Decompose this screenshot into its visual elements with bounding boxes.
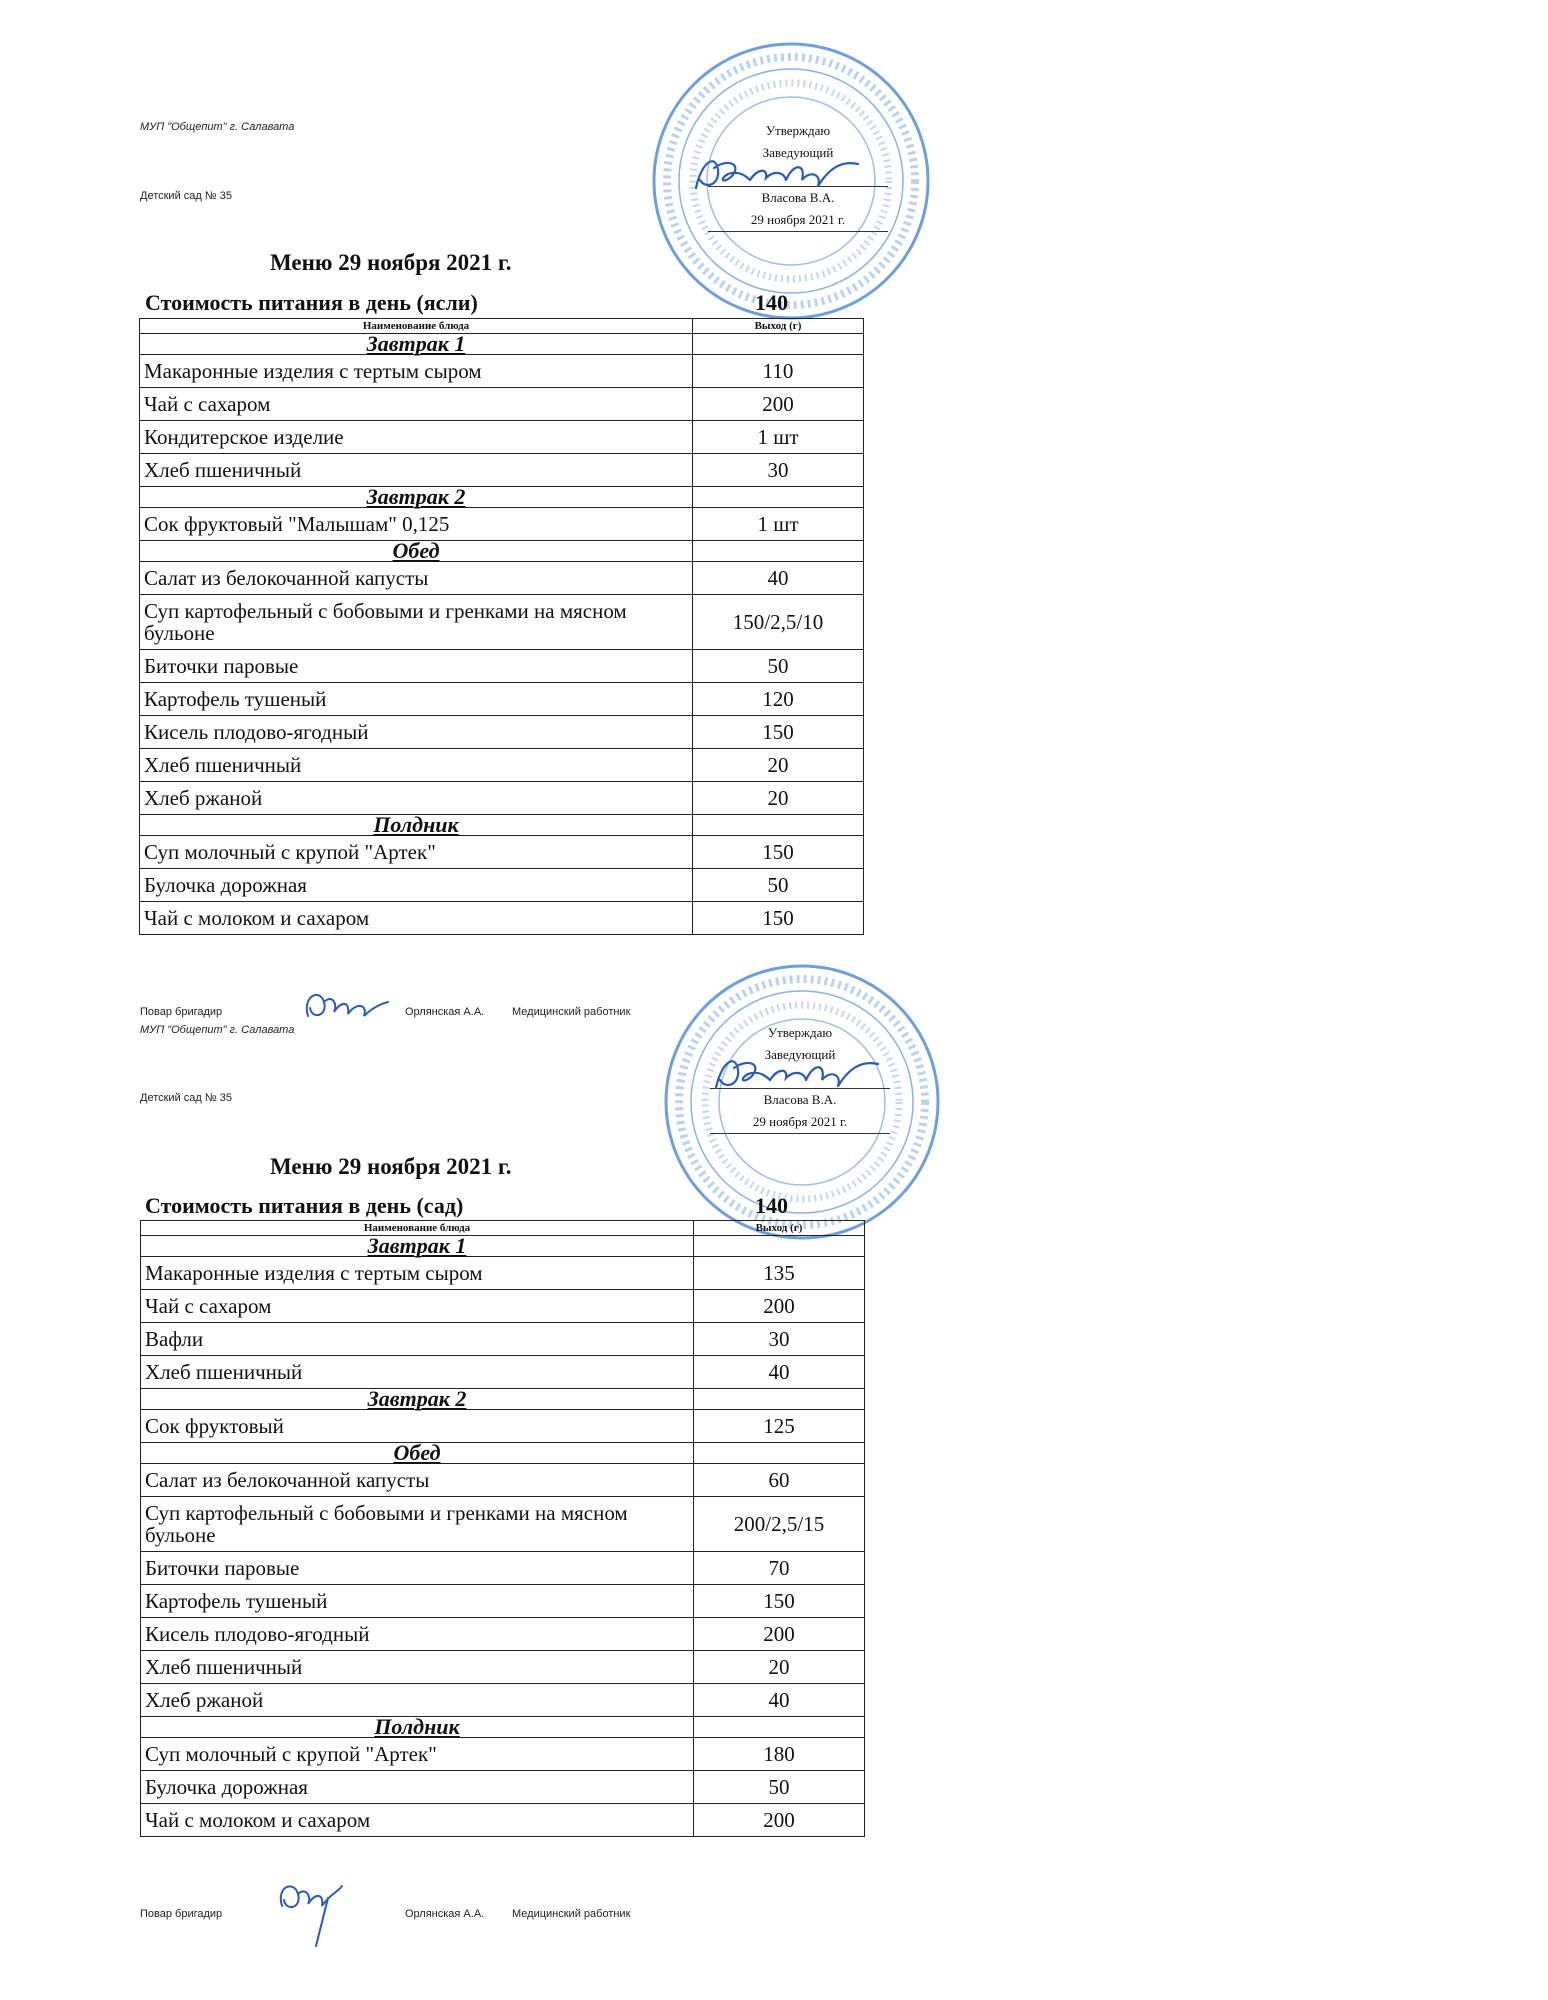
dish-yield: 200 [694, 1804, 865, 1837]
dish-yield: 50 [693, 869, 864, 902]
dish-yield: 135 [694, 1257, 865, 1290]
section-title: Полдник [141, 1717, 694, 1738]
dish-yield: 150 [694, 1585, 865, 1618]
dish-yield: 40 [694, 1684, 865, 1717]
section-title: Завтрак 2 [141, 1389, 694, 1410]
dish-yield: 40 [693, 562, 864, 595]
table-row [141, 1356, 865, 1389]
table-row [141, 1410, 865, 1443]
table-row [140, 388, 864, 421]
section-title: Завтрак 1 [141, 1236, 694, 1257]
cook-name: Орлянская А.А. [405, 1908, 485, 1920]
dish-yield: 120 [693, 683, 864, 716]
org-name: МУП "Общепит" г. Салавата [140, 1024, 295, 1036]
approve-date: 29 ноября 2021 г. [710, 1111, 890, 1134]
dish-yield: 30 [694, 1323, 865, 1356]
cost-value: 140 [755, 290, 788, 315]
dish-name: Картофель тушеный [141, 1585, 694, 1618]
table-row [141, 1651, 865, 1684]
cook-title: Повар бригадир [140, 1908, 223, 1920]
table-row [140, 562, 864, 595]
table-row [140, 716, 864, 749]
table-row [140, 595, 864, 650]
table-row [140, 869, 864, 902]
dish-yield: 150/2,5/10 [693, 595, 864, 650]
dish-name: Салат из белокочанной капусты [140, 562, 693, 595]
section-row [140, 541, 864, 562]
dish-name: Хлеб пшеничный [140, 454, 693, 487]
dish-name: Кондитерское изделие [140, 421, 693, 454]
medic-title: Медицинский работник [512, 1006, 631, 1018]
dish-yield: 40 [694, 1356, 865, 1389]
dish-yield: 110 [693, 355, 864, 388]
table-row [141, 1585, 865, 1618]
dish-name: Чай с молоком и сахаром [141, 1804, 694, 1837]
dish-yield: 1 шт [693, 508, 864, 541]
table-row [141, 1257, 865, 1290]
dish-name: Чай с сахаром [141, 1290, 694, 1323]
section-row [141, 1443, 865, 1464]
dish-yield: 60 [694, 1464, 865, 1497]
table-row [141, 1771, 865, 1804]
table-row [141, 1684, 865, 1717]
dish-yield: 200 [693, 388, 864, 421]
approve-name: Власова В.А. [763, 1092, 837, 1107]
menu-title: Меню 29 ноября 2021 г. [270, 250, 512, 275]
dish-name: Вафли [141, 1323, 694, 1356]
cost-value: 140 [755, 1193, 788, 1218]
approve-position: Заведующий [764, 1047, 836, 1062]
table-row [141, 1323, 865, 1356]
table-row [140, 683, 864, 716]
table-row [141, 1552, 865, 1585]
dish-name: Кисель плодово-ягодный [140, 716, 693, 749]
dish-name: Суп картофельный с бобовыми и гренками на мясном бульоне [141, 1497, 694, 1552]
table-row [140, 355, 864, 388]
table-row [140, 454, 864, 487]
section-row [140, 487, 864, 508]
table-row [140, 650, 864, 683]
section-title: Обед [140, 541, 693, 562]
section-title: Завтрак 1 [140, 334, 693, 355]
dish-name: Булочка дорожная [141, 1771, 694, 1804]
dish-yield: 20 [694, 1651, 865, 1684]
table-row [140, 508, 864, 541]
dish-yield: 180 [694, 1738, 865, 1771]
table-header [141, 1221, 865, 1236]
dish-name: Чай с сахаром [140, 388, 693, 421]
org-name: МУП "Общепит" г. Салавата [140, 121, 295, 133]
section-row [140, 334, 864, 355]
table-row [141, 1497, 865, 1552]
dish-name: Биточки паровые [140, 650, 693, 683]
dish-name: Салат из белокочанной капусты [141, 1464, 694, 1497]
section-row [141, 1389, 865, 1410]
cook-signature [298, 986, 390, 1026]
medic-title: Медицинский работник [512, 1908, 631, 1920]
dish-name: Картофель тушеный [140, 683, 693, 716]
dish-yield: 70 [694, 1552, 865, 1585]
dish-yield: 200 [694, 1290, 865, 1323]
dish-name: Суп картофельный с бобовыми и гренками на мясном бульоне [140, 595, 693, 650]
dish-name: Биточки паровые [141, 1552, 694, 1585]
dish-name: Макаронные изделия с тертым сыром [140, 355, 693, 388]
dish-name: Суп молочный с крупой "Артек" [140, 836, 693, 869]
dish-name: Макаронные изделия с тертым сыром [141, 1257, 694, 1290]
approve-position: Заведующий [762, 145, 834, 160]
approve-label: Утверждаю [765, 123, 831, 138]
dish-yield: 20 [693, 749, 864, 782]
table-row [140, 749, 864, 782]
dish-name: Суп молочный с крупой "Артек" [141, 1738, 694, 1771]
table-row [140, 902, 864, 935]
table-row [141, 1290, 865, 1323]
section-row [141, 1236, 865, 1257]
table-row [141, 1618, 865, 1651]
dish-name: Хлеб пшеничный [141, 1651, 694, 1684]
table-header [140, 319, 864, 334]
dish-name: Хлеб ржаной [140, 782, 693, 815]
table-row [140, 836, 864, 869]
dish-yield: 150 [693, 716, 864, 749]
school-name: Детский сад № 35 [140, 1092, 232, 1104]
table-row [141, 1804, 865, 1837]
cook-name: Орлянская А.А. [405, 1006, 485, 1018]
director-signature [688, 150, 868, 196]
header-yield: Выход (г) [693, 319, 864, 334]
cook-signature [272, 1880, 356, 1950]
section-title: Полдник [140, 815, 693, 836]
dish-name: Хлеб ржаной [141, 1684, 694, 1717]
cost-label: Стоимость питания в день (ясли) [145, 290, 478, 315]
cook-title: Повар бригадир [140, 1006, 223, 1018]
dish-name: Хлеб пшеничный [141, 1356, 694, 1389]
dish-yield: 150 [693, 902, 864, 935]
dish-yield: 200 [694, 1618, 865, 1651]
section-title: Обед [141, 1443, 694, 1464]
table-row [140, 782, 864, 815]
table-row [141, 1738, 865, 1771]
menu-table [139, 318, 864, 935]
dish-name: Кисель плодово-ягодный [141, 1618, 694, 1651]
dish-name: Булочка дорожная [140, 869, 693, 902]
header-name: Наименование блюда [141, 1221, 694, 1236]
dish-name: Сок фруктовый [141, 1410, 694, 1443]
dish-name: Хлеб пшеничный [140, 749, 693, 782]
dish-yield: 150 [693, 836, 864, 869]
header-yield: Выход (г) [694, 1221, 865, 1236]
dish-yield: 50 [694, 1771, 865, 1804]
dish-yield: 50 [693, 650, 864, 683]
dish-name: Сок фруктовый "Малышам" 0,125 [140, 508, 693, 541]
menu-title: Меню 29 ноября 2021 г. [270, 1154, 512, 1179]
approve-date: 29 ноября 2021 г. [708, 209, 888, 232]
dish-yield: 1 шт [693, 421, 864, 454]
cost-label: Стоимость питания в день (сад) [145, 1193, 464, 1218]
header-name: Наименование блюда [140, 319, 693, 334]
section-title: Завтрак 2 [140, 487, 693, 508]
dish-yield: 125 [694, 1410, 865, 1443]
school-name: Детский сад № 35 [140, 190, 232, 202]
director-signature [708, 1050, 888, 1096]
section-row [140, 815, 864, 836]
dish-yield: 30 [693, 454, 864, 487]
section-row [141, 1717, 865, 1738]
table-row [141, 1464, 865, 1497]
dish-yield: 200/2,5/15 [694, 1497, 865, 1552]
dish-name: Чай с молоком и сахаром [140, 902, 693, 935]
approve-name: Власова В.А. [761, 190, 835, 205]
table-row [140, 421, 864, 454]
menu-table [140, 1220, 865, 1837]
dish-yield: 20 [693, 782, 864, 815]
approve-label: Утверждаю [767, 1025, 833, 1040]
